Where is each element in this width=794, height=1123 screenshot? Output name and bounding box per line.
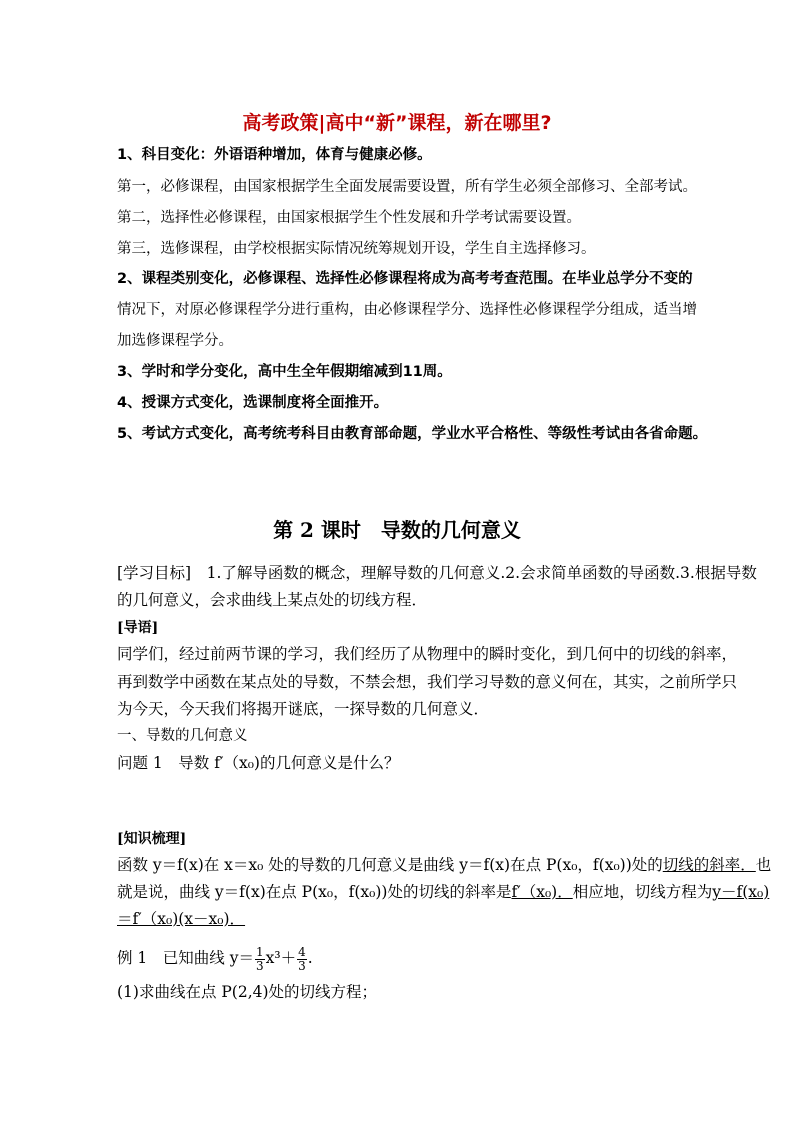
knowledge-line-1 [117,858,771,874]
knowledge-text: 函数 y＝f(x)在 x＝x₀ 处的导数的几何意义是曲线 y＝f(x)在点 P(x₀，f(x₀))处的 [117,856,663,874]
learning-goal-line-2: 的几何意义，会求曲线上某点处的切线方程． [117,591,428,609]
question-1: 问题 1 导数 f′（x₀)的几何意义是什么？ [117,754,400,772]
knowledge-emphasis: f′（x₀)． [511,883,573,901]
intro-line-2: 再到数学中函数在某点处的导数，不禁会想，我们学习导数的意义何在，其实，之前所学只 [117,673,738,691]
knowledge-emphasis: ＝f′（x₀)(x－x₀)． [117,910,246,928]
fraction-numerator: 1 [255,945,264,959]
policy-line-4: 第三，选修课程，由学校根据实际情况统筹规划开设，学生自主选择修习。 [117,241,596,257]
policy-line-2: 第一，必修课程，由国家根据学生全面发展需要设置，所有学生必须全部修习、全部考试。 [117,179,697,195]
policy-item-3: 3、学时和学分变化，高中生全年假期缩减到11周。 [117,364,452,380]
policy-item-1: 1、科目变化：外语语种增加，体育与健康必修。 [117,147,432,163]
policy-item-4: 4、授课方式变化，选课制度将全面推开。 [117,395,389,411]
policy-item-5: 5、考试方式变化，高考统考科目由教育部命题，学业水平合格性、等级性考试由各省命题。 [117,426,708,442]
policy-title: 高考政策|高中“新”课程，新在哪里? [242,112,552,134]
knowledge-emphasis: y－f(x₀) [712,883,770,901]
example-1 [117,946,313,972]
fraction-four-thirds [297,946,307,972]
fraction-denominator: 3 [298,958,306,973]
intro-line-1: 同学们，经过前两节课的学习，我们经历了从物理中的瞬时变化，到几何中的切线的斜率， [117,645,738,663]
example-1-part-1: (1)求曲线在点 P(2,4)处的切线方程； [117,983,378,1001]
section-heading-1: 一、导数的几何意义 [117,728,248,744]
knowledge-text: 也 [755,856,772,874]
policy-item-2: 2、课程类别变化，必修课程、选择性必修课程将成为高考考查范围。在毕业总学分不变的 [117,271,693,287]
lesson-title: 第 2 课时 导数的几何意义 [273,518,521,542]
learning-goal-line-1: [学习目标] 1.了解导函数的概念，理解导数的几何意义.2.会求简单函数的导函数.3.根据导数 [117,564,757,582]
fraction-denominator: 3 [255,958,264,973]
example-text: x³＋ [265,949,297,968]
example-text: . [307,949,313,968]
policy-line-6: 情况下，对原必修课程学分进行重构，由必修课程学分、选择性必修课程学分组成，适当增 [117,302,697,318]
intro-heading: [导语] [117,620,159,636]
example-text: 例 1 已知曲线 y＝ [117,949,254,968]
fraction-numerator: 4 [298,945,306,959]
knowledge-line-3 [117,912,245,928]
policy-line-7: 加选修课程学分。 [117,333,233,349]
knowledge-emphasis: 切线的斜率． [662,856,756,874]
policy-line-3: 第二，选择性必修课程，由国家根据学生个性发展和升学考试需要设置。 [117,210,581,226]
intro-line-3: 为今天，今天我们将揭开谜底，一探导数的几何意义． [117,700,490,718]
knowledge-text: 相应地，切线方程为 [572,883,713,901]
knowledge-heading: [知识梳理] [117,831,187,847]
fraction-one-third [255,946,265,972]
knowledge-line-2 [117,885,769,901]
knowledge-text: 就是说，曲线 y＝f(x)在点 P(x₀，f(x₀))处的切线的斜率是 [117,883,512,901]
